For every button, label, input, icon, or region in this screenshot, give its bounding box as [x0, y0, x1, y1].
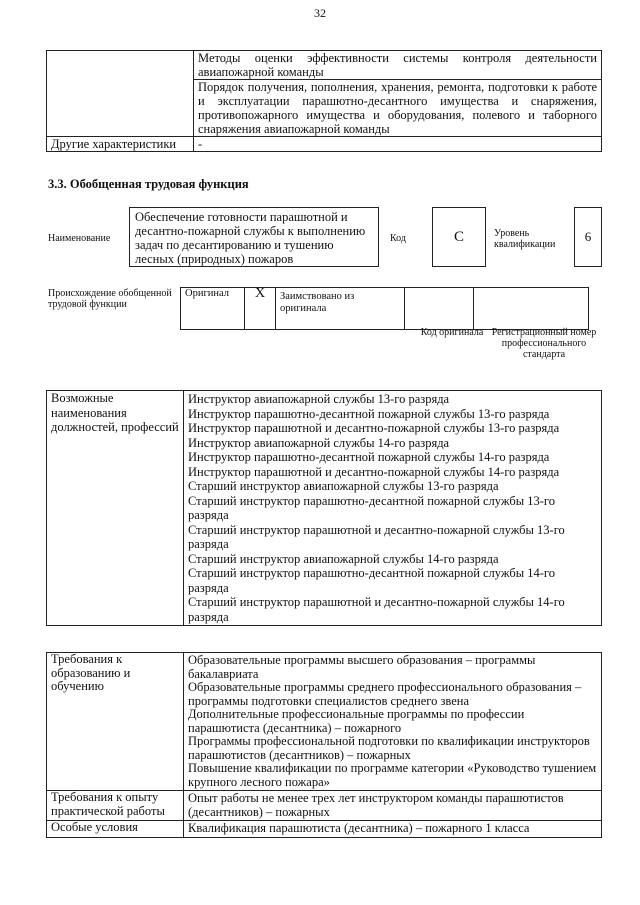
position-item: Инструктор авиапожарной службы 14-го разряда — [188, 435, 450, 450]
section-heading: 3.3. Обобщенная трудовая функция — [48, 177, 249, 191]
education-item: Повышение квалификации по программе категории «Руководство тушением крупного лесного пожара» — [188, 761, 597, 789]
table-row — [47, 51, 602, 80]
regnum-cell — [474, 288, 589, 330]
original-label: Оригинал — [181, 288, 245, 330]
experience-label: Требования к опыту практической работы — [47, 791, 184, 821]
positions-table — [46, 390, 602, 626]
position-item: Инструктор парашютной и десантно-пожарной службы 13-го разряда — [188, 421, 560, 435]
borrowed-label: Заимствовано из оригинала — [276, 288, 405, 330]
education-list — [184, 653, 602, 791]
position-item: Старший инструктор авиапожарной службы 14-го разряда — [188, 551, 499, 566]
page-number: 32 — [314, 6, 326, 20]
requirements-table — [46, 652, 602, 838]
positions-list — [184, 391, 602, 626]
special-text: Квалификация парашютиста (десантника) – пожарного 1 класса — [184, 821, 602, 838]
name-label: Наименование — [48, 233, 111, 244]
code-value: C — [432, 207, 486, 267]
education-label: Требования к образованию и обучению — [47, 653, 184, 791]
code-label: Код — [390, 233, 406, 244]
position-item: Старший инструктор парашютной и десантно-пожарной службы 13-го разряда — [188, 522, 565, 551]
function-name: Обеспечение готовности парашютной и десантно-пожарной службы к выполнению задач по десантированию и тушению лесных (природных) пожаров — [129, 207, 379, 267]
positions-label: Возможные наименования должностей, профессий — [47, 391, 184, 626]
education-item: Дополнительные профессиональные программы по профессии парашютиста (десантника) – пожарного — [188, 707, 525, 735]
table-cell: - — [194, 137, 602, 152]
table-row — [47, 137, 602, 152]
table-cell: Порядок получения, пополнения, хранения, ремонта, подготовки к работе и эксплуатации парашютно-десантного имущества и снаряжения, противопожарного имущества и оборудования, полевого и таборного снаряжения авиапожарной команды — [194, 80, 602, 137]
table-row — [47, 791, 602, 821]
table-row — [47, 391, 602, 626]
position-item: Инструктор парашютно-десантной пожарной службы 13-го разряда — [188, 406, 550, 421]
position-item: Старший инструктор парашютно-десантной пожарной службы 13-го разряда — [188, 493, 555, 522]
position-item: Старший инструктор авиапожарной службы 13-го разряда — [188, 479, 499, 493]
code-caption: Код оригинала — [420, 327, 484, 338]
special-label: Особые условия — [47, 821, 184, 838]
position-item: Старший инструктор парашютно-десантной пожарной службы 14-го разряда — [188, 566, 555, 595]
origin-table — [180, 287, 589, 330]
table-cell: Методы оценки эффективности системы контроля деятельности авиапожарной команды — [194, 51, 602, 80]
position-item: Старший инструктор парашютной и десантно-пожарной службы 14-го разряда — [188, 595, 565, 624]
table-row — [47, 821, 602, 838]
level-label: Уровень квалификации — [494, 228, 556, 250]
top-characteristics-table — [46, 50, 602, 152]
position-item: Инструктор авиапожарной службы 13-го разряда — [188, 392, 450, 406]
regnum-caption: Регистрационный номер профессионального стандарта — [491, 327, 597, 360]
original-code-cell — [405, 288, 474, 330]
education-item: Образовательные программы высшего образования – программы бакалавриата — [188, 653, 536, 681]
row-label-empty — [47, 51, 194, 137]
original-mark: X — [245, 288, 276, 330]
table-row — [181, 288, 589, 330]
experience-text: Опыт работы не менее трех лет инструктором команды парашютистов (десантников) – пожарных — [184, 791, 602, 821]
row-label: Другие характеристики — [47, 137, 194, 152]
level-value: 6 — [574, 207, 602, 267]
origin-label: Происхождение обобщенной трудовой функции — [48, 288, 172, 310]
table-row — [47, 653, 602, 791]
education-item: Образовательные программы среднего профессионального образования – программы подготовки специалистов среднего звена — [188, 680, 582, 708]
position-item: Инструктор парашютно-десантной пожарной службы 14-го разряда — [188, 450, 550, 464]
position-item: Инструктор парашютной и десантно-пожарной службы 14-го разряда — [188, 464, 560, 479]
education-item: Программы профессиональной подготовки по квалификации инструкторов парашютистов (десантников) – пожарных — [188, 734, 590, 762]
